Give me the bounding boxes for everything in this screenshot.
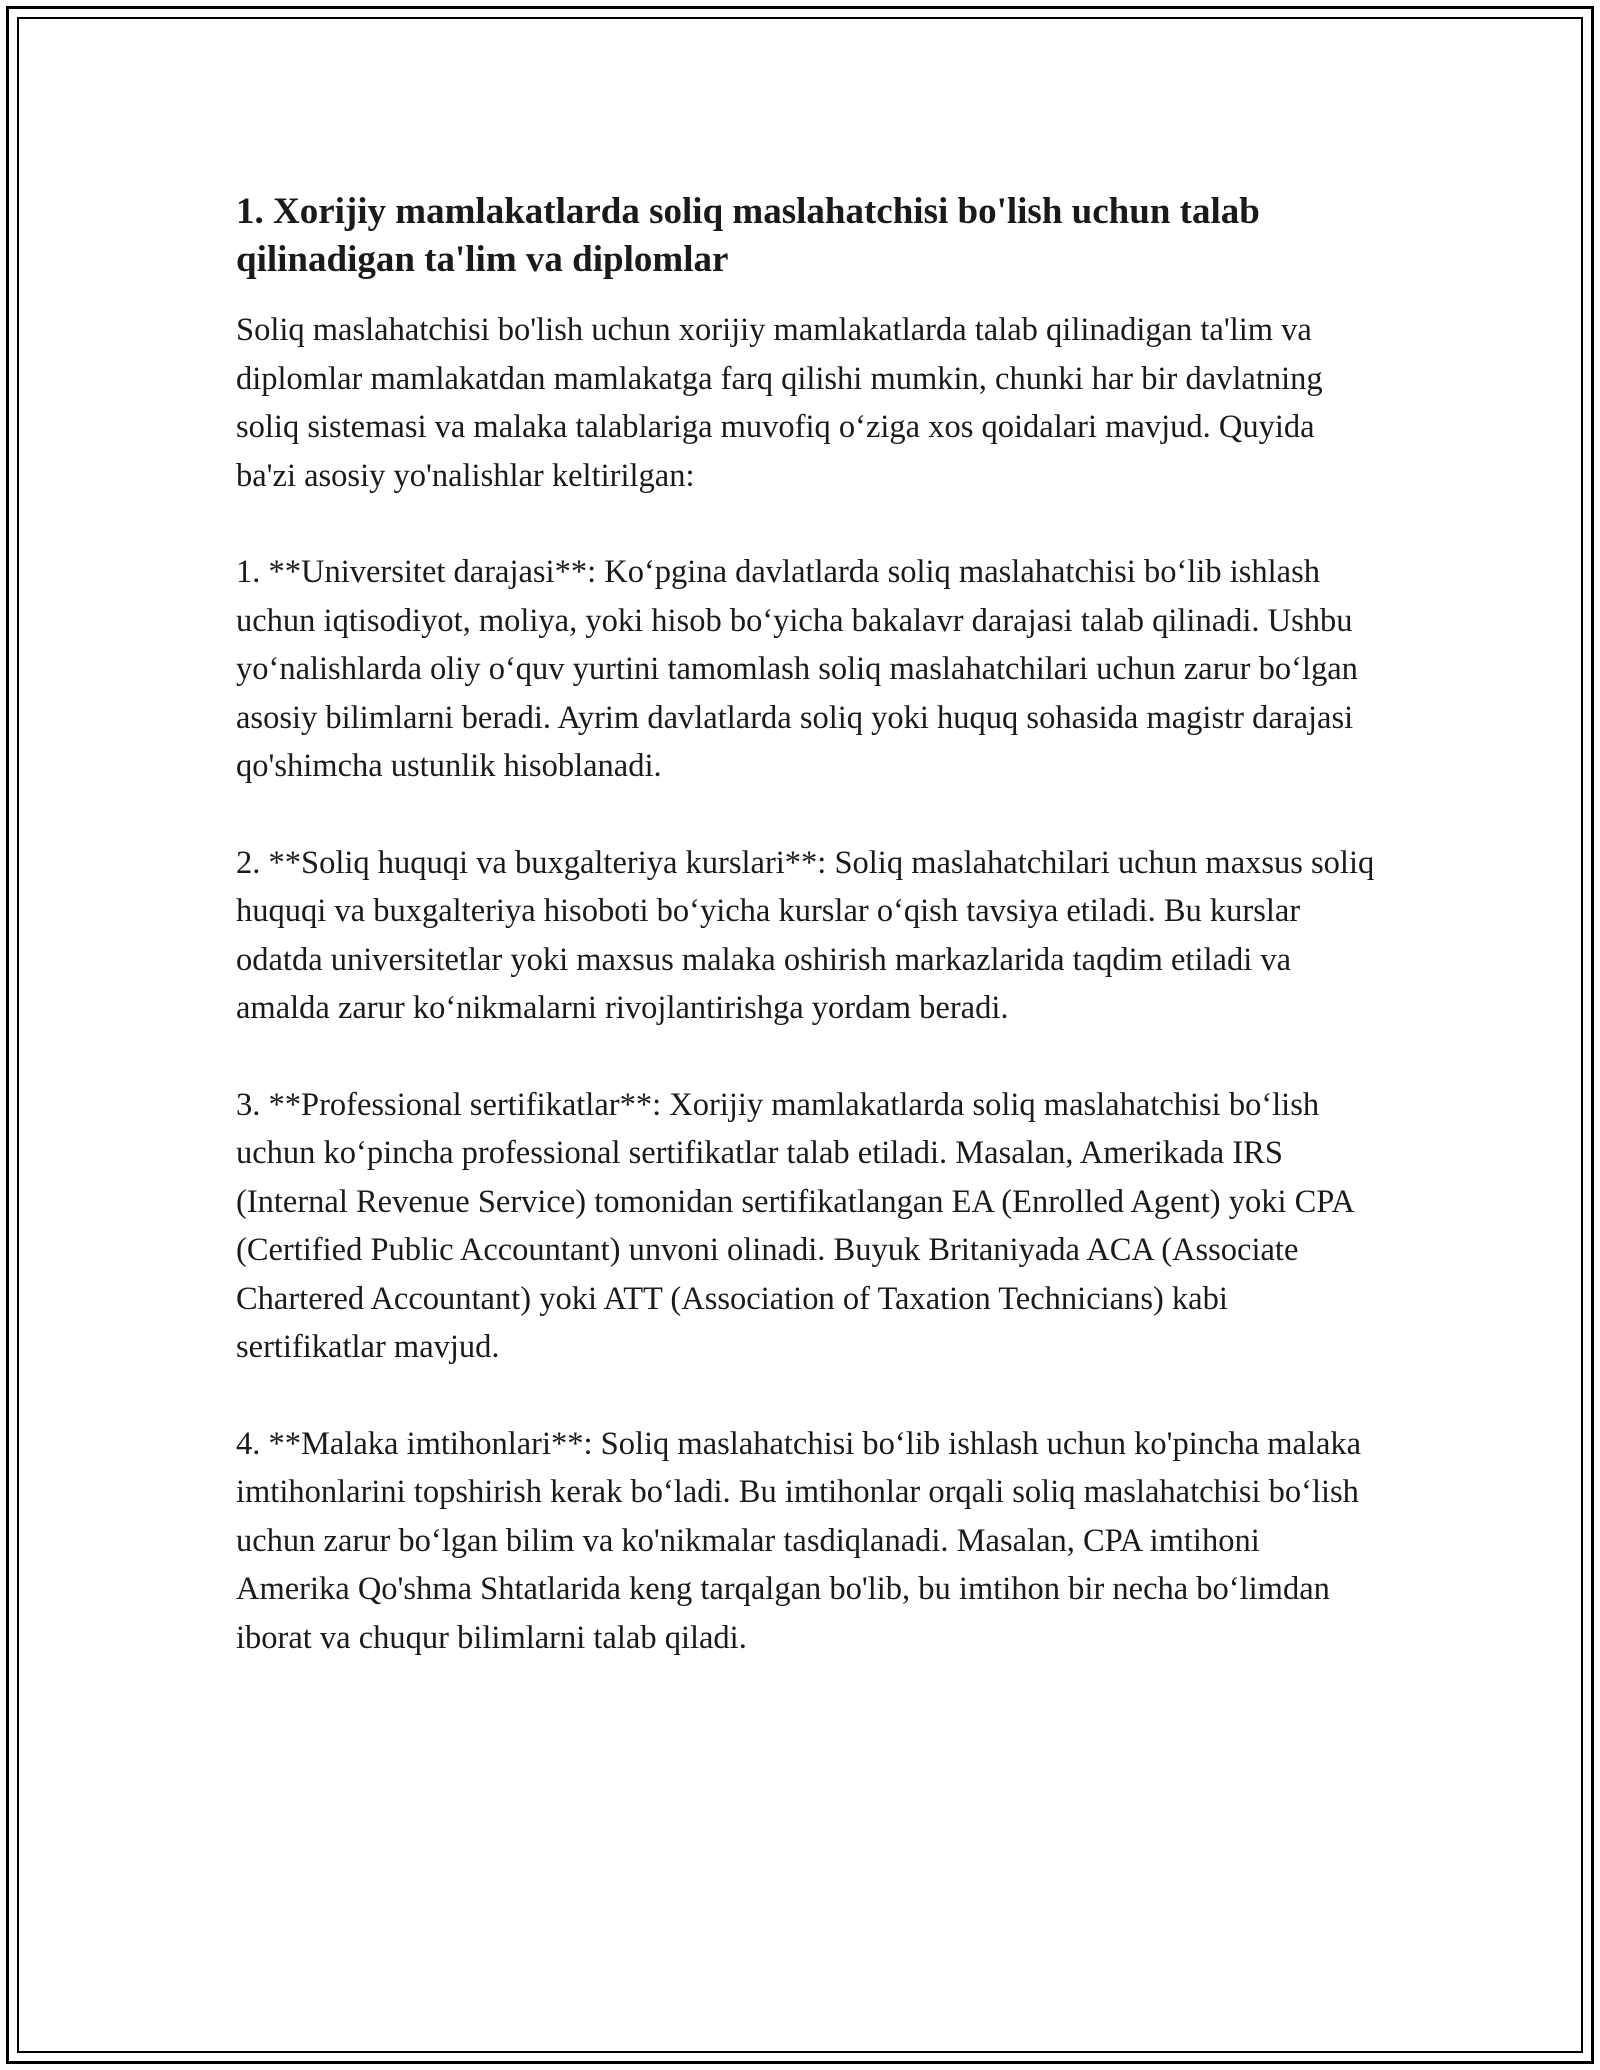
paragraph-university-degree: 1. **Universitet darajasi**: Ko‘pgina davlatlarda soliq maslahatchisi bo‘lib ishlash uchun iqtisodiyot, moliya, yoki hisob bo‘yicha bakalavr darajasi talab qilinadi. Ushbu yo‘nalishlarda oliy o‘quv yurtini tamomlash soliq maslahatchilari uchun zarur bo‘lgan asosiy bilimlarni beradi. Ayrim davlatlarda soliq yoki huquq sohasida magistr darajasi qo'shimcha ustunlik hisoblanadi.: [236, 554, 1358, 784]
intro-paragraph: Soliq maslahatchisi bo'lish uchun xorijiy mamlakatlarda talab qilinadigan ta'lim va diplomlar mamlakatdan mamlakatga farq qilishi mumkin, chunki har bir davlatning soliq sistemasi va malaka talablariga muvofiq o‘ziga xos qoidalari mavjud. Quyida ba'zi asosiy yo'nalishlar keltirilgan:: [236, 312, 1323, 494]
paragraph-qualification-exams: 4. **Malaka imtihonlari**: Soliq maslahatchisi bo‘lib ishlash uchun ko'pincha malaka imtihonlarini topshirish kerak bo‘ladi. Bu imtihonlar orqali soliq maslahatchisi bo‘lish uchun zarur bo‘lgan bilim va ko'nikmalar tasdiqlanadi. Masalan, CPA imtihoni Amerika Qo'shma Shtatlarida keng tarqalgan bo'lib, bu imtihon bir necha bo‘limdan iborat va chuqur bilimlarni talab qiladi.: [236, 1425, 1362, 1656]
paragraph-tax-law-courses: 2. **Soliq huquqi va buxgalteriya kurslari**: Soliq maslahatchilari uchun maxsus soliq huquqi va buxgalteriya hisoboti bo‘yicha kurslar o‘qish tavsiya etiladi. Bu kurslar odatda universitetlar yoki maxsus malaka oshirish markazlarida taqdim etiladi va amalda zarur ko‘nikmalarni rivojlantirishga yordam beradi.: [236, 844, 1375, 1026]
paragraph-professional-certificates: 3. **Professional sertifikatlar**: Xorijiy mamlakatlarda soliq maslahatchisi bo‘lish uchun ko‘pincha professional sertifikatlar talab etiladi. Masalan, Amerikada IRS (Internal Revenue Service) tomonidan sertifikatlangan EA (Enrolled Agent) yoki CPA (Certified Public Accountant) unvoni olinadi. Buyuk Britaniyada ACA (Associate Chartered Accountant) yoki ATT (Association of Taxation Technicians) kabi sertifikatlar mavjud.: [236, 1086, 1354, 1365]
document-body: [236, 188, 1376, 1662]
section-heading: 1. Xorijiy mamlakatlarda soliq maslahatchisi bo'lish uchun talab qilinadigan ta'lim va diplomlar: [236, 191, 1260, 280]
